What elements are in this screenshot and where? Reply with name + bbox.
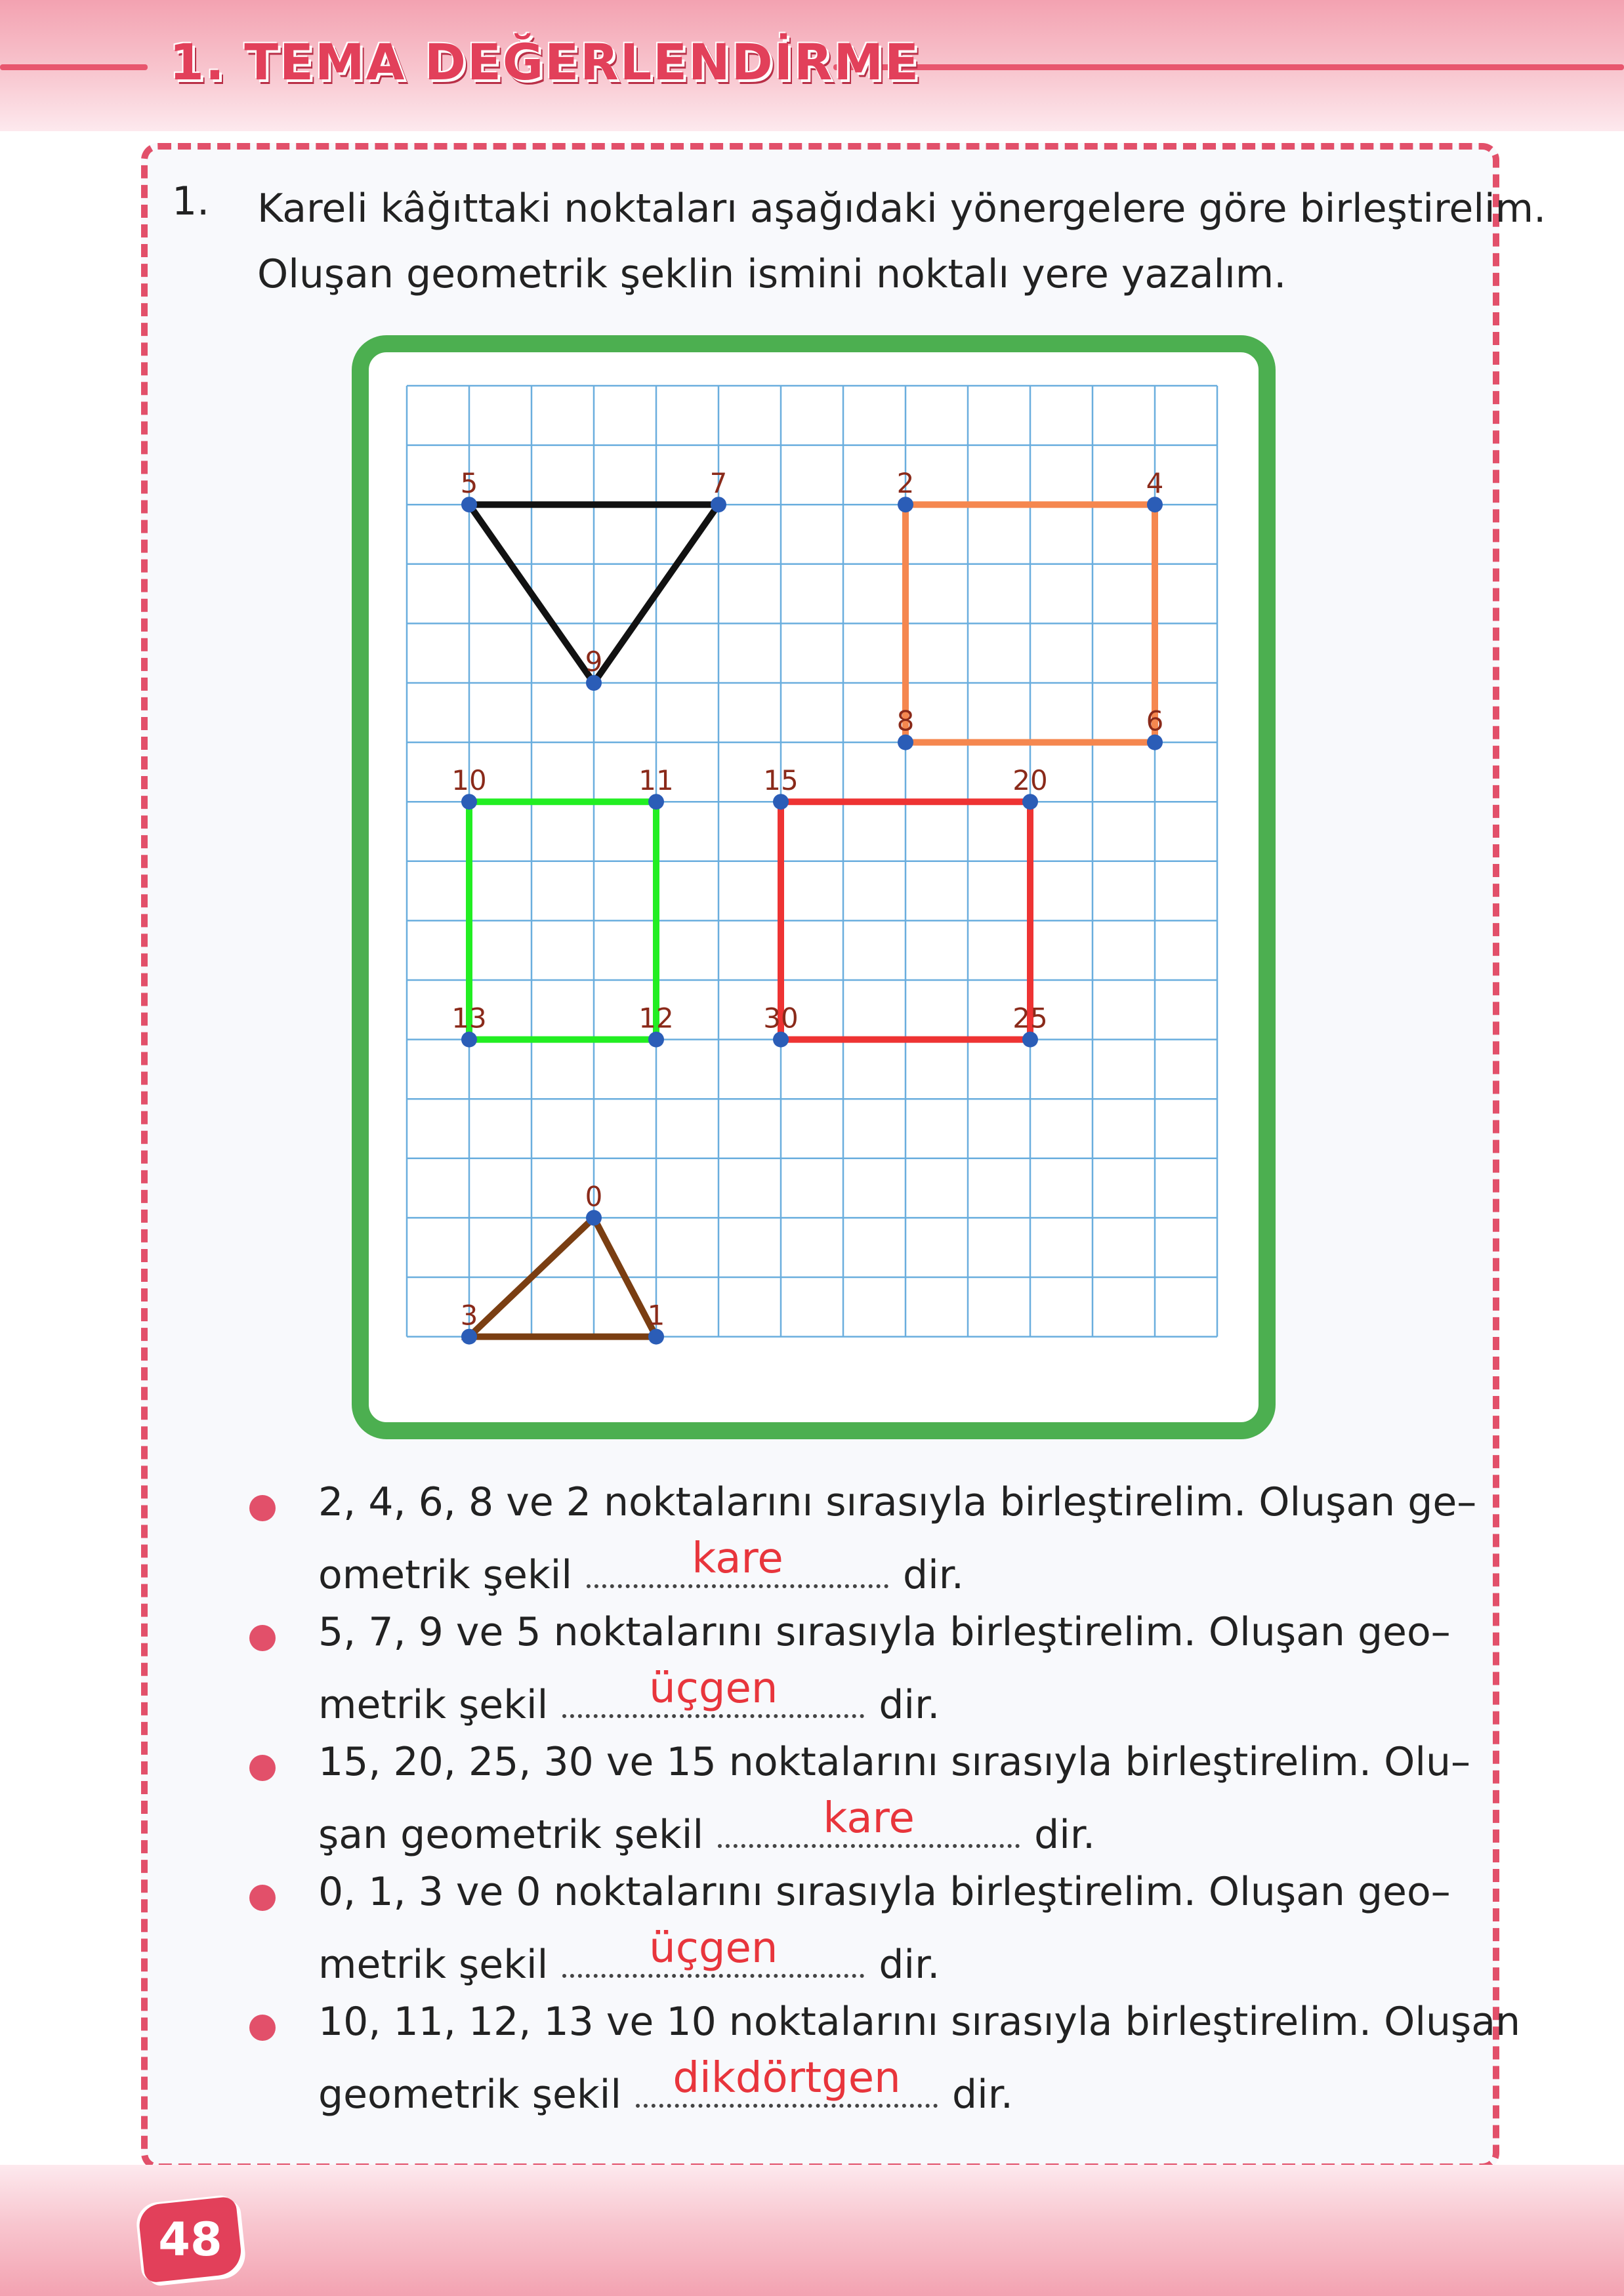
instruction-prefix: metrik şekil: [318, 1942, 549, 1988]
dot-label: 5: [460, 467, 478, 500]
dot-label: 15: [763, 764, 799, 797]
instruction-line: 5, 7, 9 ve 5 noktalarını sırasıyla birleştirelim. Oluşan geo–: [318, 1609, 1451, 1655]
question-text: [257, 176, 1547, 307]
handwritten-answer: kare: [692, 1534, 783, 1583]
instruction-suffix: dir.: [952, 2072, 1014, 2118]
dot-label: 1: [647, 1299, 665, 1332]
instruction-item: [249, 1739, 1471, 1869]
dot-label: 4: [1146, 467, 1164, 500]
dot-grid-svg: [351, 335, 1276, 1440]
dot-label: 6: [1146, 705, 1164, 737]
instruction-line: 2, 4, 6, 8 ve 2 noktalarını sırasıyla birleştirelim. Oluşan ge–: [318, 1479, 1477, 1525]
instruction-suffix: dir.: [879, 1942, 940, 1988]
bullet-dot: [249, 2015, 276, 2041]
header-rule-left: [0, 64, 148, 70]
dot-label: 9: [585, 646, 603, 678]
bullet-dot: [249, 1495, 276, 1521]
question-text-line: Kareli kâğıttaki noktaları aşağıdaki yönergelere göre birleştirelim.: [257, 186, 1547, 232]
page-number: 48: [158, 2213, 222, 2266]
answer-blank[interactable]: [587, 1534, 888, 1588]
bullet-dot: [249, 1625, 276, 1651]
instruction-item: [249, 1609, 1450, 1739]
dot-label: 7: [709, 467, 728, 500]
instruction-line-answer: [318, 1664, 940, 1728]
dot-label: 11: [638, 764, 674, 797]
dot-grid-figure: [351, 335, 1276, 1443]
instruction-line-answer: [318, 1794, 1096, 1858]
question-number: 1.: [172, 178, 210, 224]
instruction-item: [249, 1479, 1477, 1609]
answer-blank[interactable]: [562, 1664, 864, 1718]
footer-band: [0, 2165, 1624, 2296]
section-title: 1. TEMA DEĞERLENDİRME: [169, 33, 921, 91]
answer-blank[interactable]: [718, 1794, 1020, 1848]
instruction-suffix: dir.: [879, 1682, 940, 1728]
answer-blank[interactable]: [636, 2054, 938, 2108]
bullet-dot: [249, 1755, 276, 1781]
instruction-prefix: metrik şekil: [318, 1682, 549, 1728]
bullet-dot: [249, 1885, 276, 1911]
instruction-prefix: şan geometrik şekil: [318, 1812, 704, 1858]
dot-label: 30: [763, 1002, 799, 1035]
dot-label: 13: [451, 1002, 487, 1035]
instruction-list: [249, 1479, 1521, 2129]
handwritten-answer: üçgen: [649, 1924, 778, 1973]
dot-label: 2: [896, 467, 915, 500]
instruction-suffix: dir.: [1034, 1812, 1096, 1858]
instruction-line: 0, 1, 3 ve 0 noktalarını sırasıyla birleştirelim. Oluşan geo–: [318, 1869, 1451, 1915]
instruction-suffix: dir.: [903, 1552, 965, 1598]
dot-label: 20: [1012, 764, 1048, 797]
instruction-line: 15, 20, 25, 30 ve 15 noktalarını sırasıyla birleştirelim. Olu–: [318, 1739, 1471, 1785]
instruction-item: [249, 1869, 1450, 1999]
handwritten-answer: dikdörtgen: [673, 2054, 901, 2102]
instruction-line: 10, 11, 12, 13 ve 10 noktalarını sırasıyla birleştirelim. Oluşan: [318, 1999, 1521, 2045]
answer-blank[interactable]: [562, 1924, 864, 1978]
header-rule-right: [833, 64, 1624, 70]
dot-label: 8: [896, 705, 915, 737]
instruction-item: [249, 1999, 1521, 2129]
dot-label: 0: [585, 1180, 603, 1213]
page-number-badge: [137, 2196, 243, 2283]
dot-label: 3: [460, 1299, 478, 1332]
instruction-line-answer: [318, 1534, 965, 1598]
instruction-prefix: ometrik şekil: [318, 1552, 573, 1598]
handwritten-answer: kare: [823, 1794, 915, 1843]
dot-label: 25: [1012, 1002, 1048, 1035]
handwritten-answer: üçgen: [649, 1664, 778, 1713]
question-text-line: Oluşan geometrik şeklin ismini noktalı yere yazalım.: [257, 251, 1287, 297]
dot-label: 10: [451, 764, 487, 797]
instruction-line-answer: [318, 2054, 1014, 2118]
instruction-prefix: geometrik şekil: [318, 2072, 622, 2118]
dot-label: 12: [638, 1002, 674, 1035]
instruction-line-answer: [318, 1924, 940, 1988]
